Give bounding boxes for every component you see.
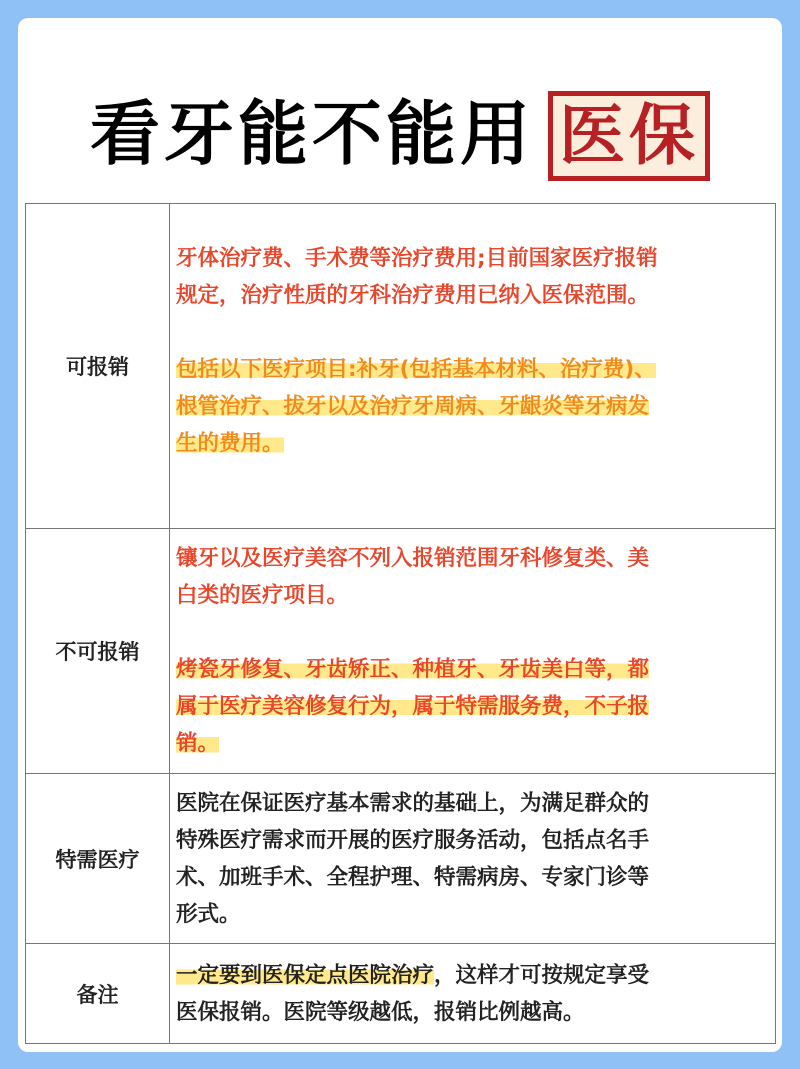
text-line: 术、加班手术、全程护理、特需病房、专家门诊等: [176, 864, 650, 890]
text-line: 规定，治疗性质的牙科治疗费用已纳入医保范围。: [176, 283, 650, 308]
text-line: 镶牙以及医疗美容不列入报销范围牙科修复类、美: [176, 546, 650, 571]
text-line: 医保报销。医院等级越低，报销比例越高。: [176, 999, 585, 1025]
row-label: 可报销: [26, 204, 170, 529]
page-title: [0, 78, 800, 181]
row-content: [170, 774, 776, 944]
row-content: [170, 204, 776, 529]
title-highlight: 医保: [548, 91, 710, 181]
row-label: 特需医疗: [26, 774, 170, 944]
text: ，这样才可按规定享受: [434, 962, 650, 988]
row-label: 不可报销: [26, 529, 170, 774]
table-row: [26, 944, 776, 1044]
row-content: [170, 529, 776, 774]
info-table: [25, 203, 776, 1044]
highlighted-text: 根管治疗、拔牙以及治疗牙周病、牙龈炎等牙病发: [176, 394, 650, 419]
text-line: 牙体治疗费、手术费等治疗费用;目前国家医疗报销: [176, 246, 658, 271]
highlighted-text: 生的费用。: [176, 431, 284, 456]
text-line: 形式。: [176, 901, 241, 927]
text-line: 白类的医疗项目。: [176, 583, 349, 608]
table-row: [26, 774, 776, 944]
text-line: 特殊医疗需求而开展的医疗服务活动，包括点名手: [176, 827, 650, 853]
table-row: [26, 204, 776, 529]
highlighted-text: 一定要到医保定点医院治疗: [176, 962, 435, 988]
highlighted-text: 包括以下医疗项目:补牙(包括基本材料、治疗费)、: [176, 357, 656, 382]
highlighted-text: 属于医疗美容修复行为，属于特需服务费，不子报: [176, 694, 650, 719]
text-line: 医院在保证医疗基本需求的基础上，为满足群众的: [176, 790, 650, 816]
row-label: 备注: [26, 944, 170, 1044]
highlighted-text: 销。: [176, 731, 220, 756]
table-row: [26, 529, 776, 774]
title-main: 看牙能不能用: [90, 93, 534, 175]
row-content: [170, 944, 776, 1044]
highlighted-text: 烤瓷牙修复、牙齿矫正、种植牙、牙齿美白等，都: [176, 657, 650, 682]
